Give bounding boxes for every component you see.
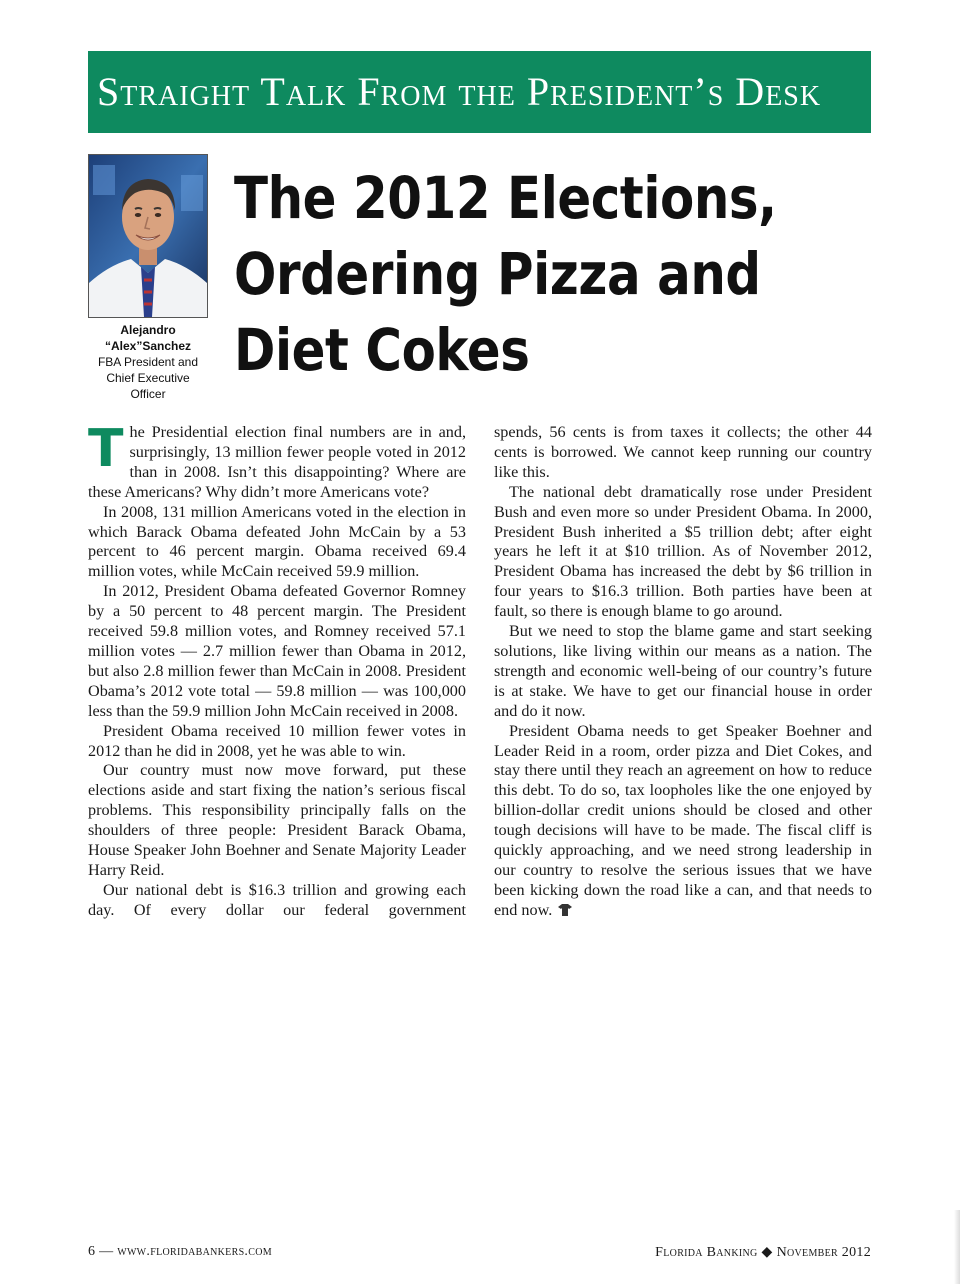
author-title-line1: FBA President and bbox=[97, 355, 199, 369]
paragraph bbox=[88, 419, 466, 503]
paragraph-text: President Obama needs to get Speaker Boehner and Leader Reid in a room, order pizza and Diet Cokes, and stay there until they reach an agreement on how to reduce this debt. To do so, tax loopholes like the one enjoyed by billion-dollar credit unions should be closed and other tough decisions will have to be made. The fiscal cliff is quickly approaching, and we need strong leadership in our country to resolve the serious issues that we have been kicking down the road like a can, and that needs to end now. bbox=[494, 721, 872, 919]
section-banner bbox=[88, 51, 871, 133]
author-name-nickname: “Alex”Sanchez bbox=[104, 339, 192, 353]
article-column-left bbox=[88, 419, 466, 921]
drop-cap: T bbox=[88, 419, 124, 479]
paragraph: Our national debt is $16.3 trillion and growing each day. Of every dollar our federal government bbox=[88, 880, 466, 919]
page-edge-shadow bbox=[954, 1210, 960, 1284]
diamond-separator-icon: ◆ bbox=[761, 1245, 773, 1260]
headline-line-2: Ordering Pizza and bbox=[234, 240, 761, 308]
fba-logo-icon bbox=[558, 904, 572, 916]
paragraph-text: he Presidential election final numbers are in and, surprisingly, 13 million fewer people voted in 2012 than in 2008. Isn’t this disappointing? Where are these Americans? Why didn’t more Americans vote? bbox=[88, 423, 466, 501]
article-column-right bbox=[494, 423, 872, 921]
paragraph: In 2008, 131 million Americans voted in the election in which Barack Obama defeated John McCain by a 53 percent to 46 percent margin. Obama received 69.4 million votes, while McCain received 59.9 million. bbox=[88, 502, 466, 581]
author-title-line2: Chief Executive Officer bbox=[106, 371, 190, 401]
paragraph: President Obama received 10 million fewer votes in 2012 than he did in 2008, yet he was able to win. bbox=[88, 721, 466, 760]
author-photo bbox=[88, 154, 208, 318]
author-name-first: Alejandro bbox=[120, 323, 176, 337]
paragraph-continuation: spends, 56 cents is from taxes it collects; the other 44 cents is borrowed. We cannot keep running our country like this. bbox=[494, 423, 872, 481]
footer-publication-name: Florida Banking bbox=[655, 1245, 758, 1260]
banner-title: Straight Talk From the President’s Desk bbox=[97, 69, 822, 114]
paragraph: The national debt dramatically rose under President Bush and even more so under President Obama. In 2000, President Bush inherited a $5 trillion debt; after eight years he left it at $10 trillion. As of November 2012, President Obama has increased the debt by $6 trillion in four years to $16.3 trillion. Both parties have been at fault, so there is enough blame to go around. bbox=[494, 482, 872, 621]
paragraph: Our country must now move forward, put these elections aside and start fixing the nation’s serious fiscal problems. This responsibility principally falls on the shoulders of three people: President Barack Obama, House Speaker John Boehner and Senate Majority Leader Harry Reid. bbox=[88, 761, 466, 879]
headline-line-3: Diet Cokes bbox=[234, 316, 530, 384]
footer-issue-date: November 2012 bbox=[776, 1245, 871, 1260]
article-headline bbox=[234, 160, 777, 388]
headline-line-1: The 2012 Elections, bbox=[234, 164, 777, 232]
footer-page-url: 6 — www.floridabankers.com bbox=[88, 1244, 272, 1259]
paragraph: But we need to stop the blame game and start seeking solutions, like living within our means as a nation. The strength and economic well-being of our country’s future is at stake. We have to get our financial house in order and do it now. bbox=[494, 622, 872, 720]
paragraph: In 2012, President Obama defeated Governor Romney by a 50 percent to 48 percent margin. The President received 59.8 million votes, and Romney received 57.1 million votes — 2.7 million fewer than Obama in 2012, but also 2.8 million fewer than McCain in 2008. President Obama’s 2012 vote total — 59.8 million — was 100,000 less than the 59.9 million John McCain received in 2008. bbox=[88, 582, 466, 720]
author-caption bbox=[88, 322, 208, 402]
footer-publication bbox=[655, 1244, 871, 1261]
paragraph bbox=[494, 722, 872, 921]
